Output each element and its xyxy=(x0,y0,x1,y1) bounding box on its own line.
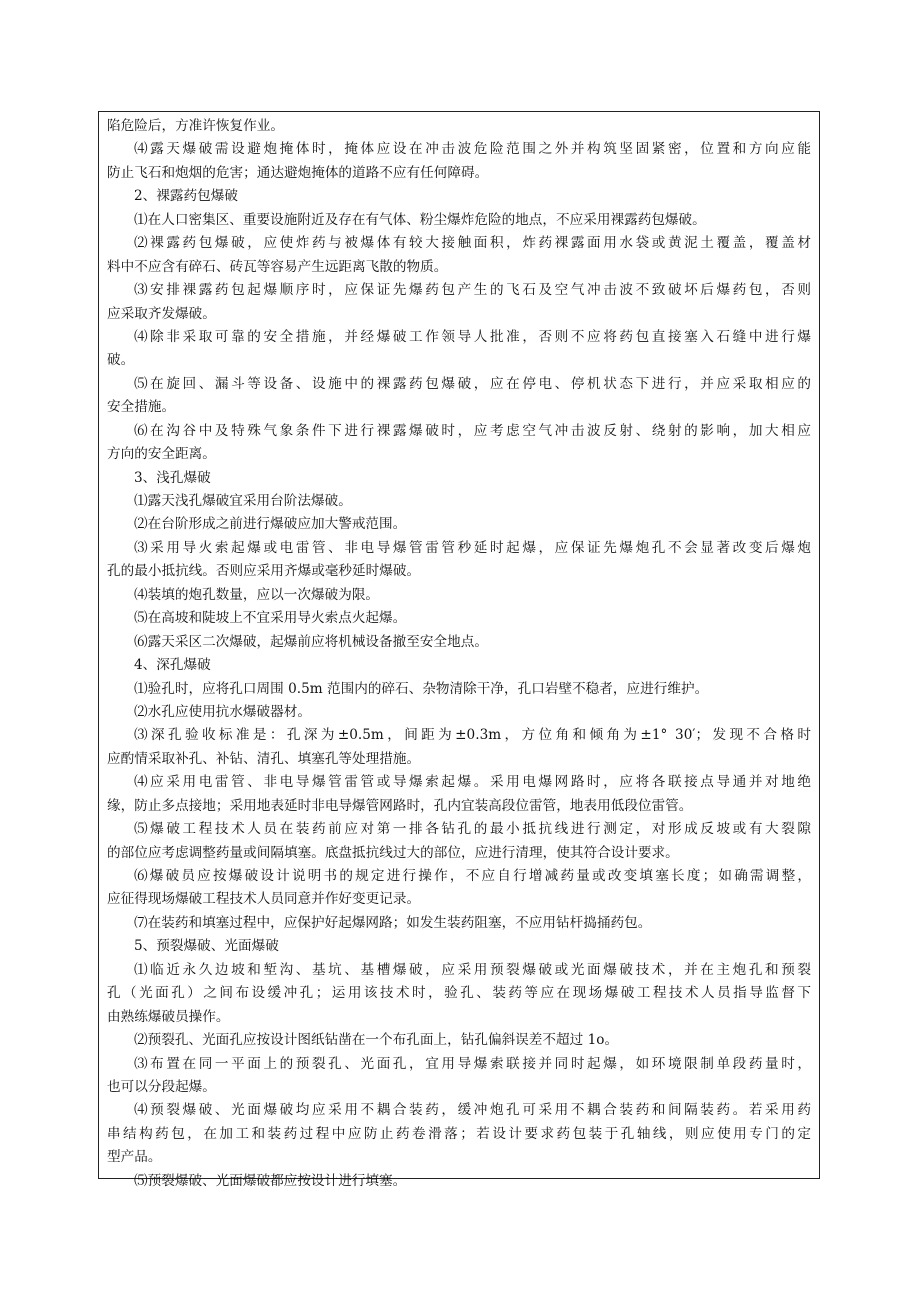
text-line xyxy=(107,1123,811,1146)
text-line-content: ⑴临近永久边坡和堑沟、基坑、基槽爆破，应采用预裂爆破或光面爆破技术，并在主炮孔和预裂 xyxy=(134,961,811,978)
text-line-content: ⑷露天爆破需设避炮掩体时，掩体应设在冲击波危险范围之外并构筑坚固紧密，位置和方向应能 xyxy=(134,141,811,158)
text-line-content: 孔的最小抵抗线。否则应采用齐爆或毫秒延时爆破。 xyxy=(107,563,421,580)
text-line xyxy=(107,326,811,349)
text-line xyxy=(107,396,811,419)
text-line-content: 由熟练爆破员操作。 xyxy=(107,1008,230,1025)
text-line xyxy=(107,138,811,161)
text-line-content: ⑸在旋回、漏斗等设备、设施中的裸露药包爆破，应在停电、停机状态下进行，并应采取相应的 xyxy=(134,375,811,392)
text-line-content: ⑴在人口密集区、重要设施附近及存在有气体、粉尘爆炸危险的地点，不应采用裸露药包爆破。 xyxy=(134,211,706,228)
text-line xyxy=(107,748,811,771)
text-line-content: 安全措施。 xyxy=(107,399,176,416)
text-line xyxy=(107,865,811,888)
text-line xyxy=(107,467,811,490)
text-line xyxy=(107,537,811,560)
text-line-content: ⑹爆破员应按爆破设计说明书的规定进行操作，不应自行增减药量或改变填塞长度；如确需调整， xyxy=(134,868,811,884)
document-text-box xyxy=(98,111,820,1189)
text-line-content: ⑸预裂爆破、光面爆破都应按设计进行填塞。 xyxy=(134,1172,407,1189)
text-line-content: 方向的安全距离。 xyxy=(107,446,216,463)
text-line xyxy=(107,303,811,326)
text-line xyxy=(107,584,811,607)
text-line xyxy=(107,701,811,724)
text-line-content: 应采取齐发爆破。 xyxy=(107,305,216,322)
text-line xyxy=(107,560,811,583)
text-line xyxy=(107,490,811,513)
text-line xyxy=(107,982,811,1005)
text-line xyxy=(107,724,811,747)
text-line-content: ⑷除非采取可靠的安全措施，并经爆破工作领导人批准，否则不应将药包直接塞入石缝中进行爆 xyxy=(134,328,811,345)
text-line-content: ⑵裸露药包爆破，应使炸药与被爆体有较大接触面积，炸药裸露面用水袋或黄泥土覆盖，覆盖材 xyxy=(134,235,811,252)
text-line-content: ⑸爆破工程技术人员在装药前应对第一排各钻孔的最小抵抗线进行测定，对形成反坡或有大裂隙 xyxy=(134,821,811,838)
text-line-content: ⑵在台阶形成之前进行爆破应加大警戒范围。 xyxy=(134,516,407,533)
text-line xyxy=(107,1053,811,1076)
text-line-content: ⑶深孔验收标准是：孔深为±0.5m，间距为±0.3m，方位角和倾角为±1° 30′；发现不合格时 xyxy=(134,727,811,744)
text-line xyxy=(107,443,811,466)
text-line-content: 防止飞石和炮烟的危害；通达避炮掩体的道路不应有任何障碍。 xyxy=(107,164,489,181)
text-line xyxy=(107,631,811,654)
text-line-content: ⑹露天采区二次爆破，起爆前应将机械设备撤至安全地点。 xyxy=(134,633,488,650)
text-line xyxy=(107,1099,811,1122)
text-line-content: ⑶安排裸露药包起爆顺序时，应保证先爆药包产生的飞石及空气冲击波不致破坏后爆药包，否则 xyxy=(134,282,811,299)
text-line-content: ⑸在高坡和陡坡上不宜采用导火索点火起爆。 xyxy=(134,610,407,627)
text-line xyxy=(107,959,811,982)
text-line xyxy=(107,678,811,701)
text-line xyxy=(107,1076,811,1099)
text-line-content: ⑶布置在同一平面上的预裂孔、光面孔，宜用导爆索联接并同时起爆，如环境限制单段药量时， xyxy=(134,1055,811,1072)
text-line xyxy=(107,1170,811,1193)
text-line-content: ⑶采用导火索起爆或电雷管、非电导爆管雷管秒延时起爆，应保证先爆炮孔不会显著改变后爆炮 xyxy=(134,539,811,556)
text-line xyxy=(107,607,811,630)
text-line xyxy=(107,513,811,536)
text-line xyxy=(107,888,811,911)
text-line xyxy=(107,795,811,818)
text-line xyxy=(107,912,811,935)
text-line-content: ⑷应采用电雷管、非电导爆管雷管或导爆索起爆。采用电爆网路时，应将各联接点导通并对地绝 xyxy=(134,774,811,791)
text-line-content: 陷危险后，方准许恢复作业。 xyxy=(107,118,284,134)
text-line xyxy=(107,185,811,208)
text-line xyxy=(107,256,811,279)
text-line xyxy=(107,279,811,302)
text-line-content: ⑵水孔应使用抗水爆破器材。 xyxy=(134,703,311,720)
text-line xyxy=(107,420,811,443)
text-line xyxy=(107,349,811,372)
text-line-content: 5、预裂爆破、光面爆破 xyxy=(134,938,279,955)
text-line-content: 料中不应含有碎石、砖瓦等容易产生远距离飞散的物质。 xyxy=(107,258,448,275)
text-line xyxy=(107,373,811,396)
text-line-content: 破。 xyxy=(107,352,135,369)
text-line xyxy=(107,162,811,185)
text-line-content: 串结构药包，在加工和装药过程中应防止药卷滑落；若设计要求药包装于孔轴线，则应使用专门的定 xyxy=(107,1125,811,1142)
text-line-content: ⑴验孔时，应将孔口周围 0.5m 范围内的碎石、杂物清除干净，孔口岩壁不稳者，应进行维护。 xyxy=(134,680,709,697)
text-line xyxy=(107,232,811,255)
text-line xyxy=(107,1006,811,1029)
text-line-content: ⑷装填的炮孔数量，应以一次爆破为限。 xyxy=(134,586,380,603)
text-line-content: ⑺在装药和填塞过程中，应保护好起爆网路；如发生装药阻塞，不应用钻杆捣捅药包。 xyxy=(134,914,652,931)
text-line-content: 应酌情采取补孔、补钻、清孔、填塞孔等处理措施。 xyxy=(107,750,421,767)
text-line xyxy=(107,1029,811,1052)
text-line xyxy=(107,209,811,232)
text-line-content: ⑴露天浅孔爆破宜采用台阶法爆破。 xyxy=(134,493,352,509)
text-line-content: 孔（光面孔）之间布设缓冲孔；运用该技术时，验孔、装药等应在现场爆破工程技术人员指导监督下 xyxy=(107,985,811,1002)
text-line-content: 3、浅孔爆破 xyxy=(134,469,211,486)
text-line-content: ⑷预裂爆破、光面爆破均应采用不耦合装药，缓冲炮孔可采用不耦合装药和间隔装药。若采用药 xyxy=(134,1102,811,1119)
text-line xyxy=(107,771,811,794)
text-line xyxy=(107,818,811,841)
text-line-content: 4、深孔爆破 xyxy=(134,657,211,674)
text-line-content: 缘，防止多点接地；采用地表延时非电导爆管网路时，孔内宜装高段位雷管，地表用低段位雷管。 xyxy=(107,797,693,814)
text-line-content: 的部位应考虑调整药量或间隔填塞。底盘抵抗线过大的部位，应进行清理，使其符合设计要求。 xyxy=(107,844,679,861)
text-line-content: 型产品。 xyxy=(107,1149,162,1166)
text-line xyxy=(107,842,811,865)
text-line xyxy=(107,1146,811,1169)
text-line xyxy=(107,654,811,677)
text-line-content: ⑹在沟谷中及特殊气象条件下进行裸露爆破时，应考虑空气冲击波反射、绕射的影响，加大相应 xyxy=(134,422,811,439)
text-line-content: ⑵预裂孔、光面孔应按设计图纸钻凿在一个布孔面上，钻孔偏斜误差不超过 1o。 xyxy=(134,1032,619,1049)
text-line-content: 2、裸露药包爆破 xyxy=(134,188,238,205)
text-line-content: 应征得现场爆破工程技术人员同意并作好变更记录。 xyxy=(107,891,421,908)
text-line xyxy=(107,935,811,958)
text-line xyxy=(107,115,811,138)
text-line-content: 也可以分段起爆。 xyxy=(107,1078,216,1095)
